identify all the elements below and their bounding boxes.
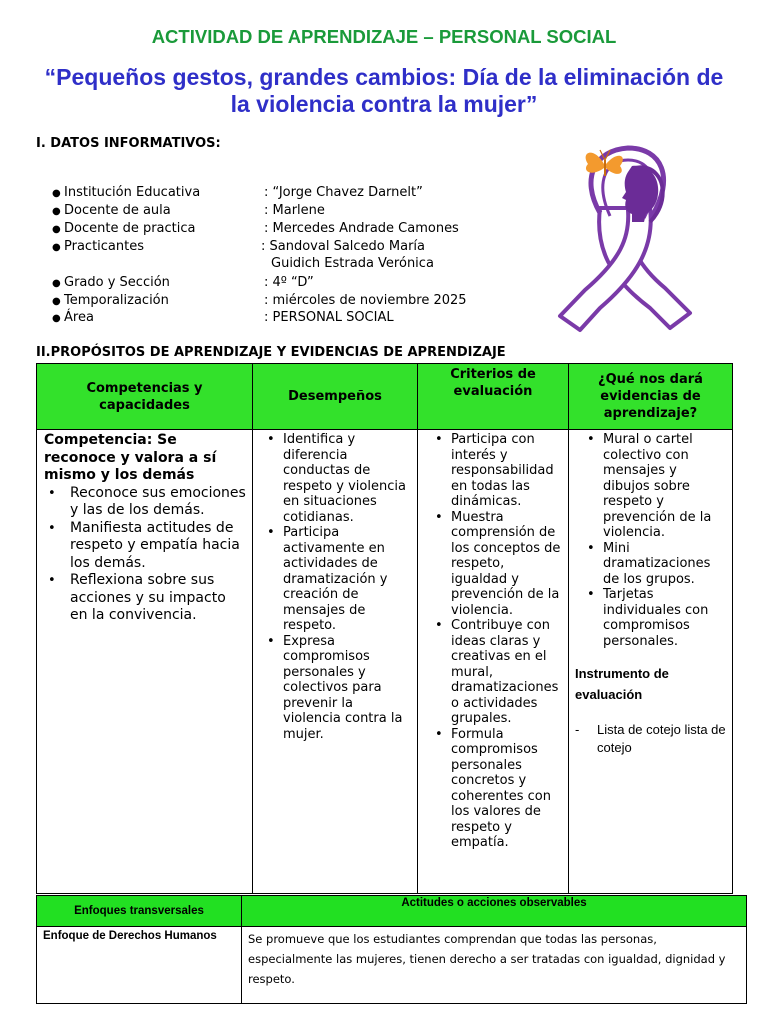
instrumento-text: Lista de cotejo lista de cotejo	[597, 722, 726, 755]
section-heading-propositos: II.PROPÓSITOS DE APRENDIZAJE Y EVIDENCIAS DE APRENDIZAJE	[36, 345, 506, 360]
instrumento-item	[575, 721, 726, 757]
info-value-institucion: : “Jorge Chavez Darnelt”	[264, 185, 423, 200]
competencia-text: Competencia: Se reconoce y valora a sí mismo y los demás	[44, 432, 217, 483]
info-row-docente-practica: ● Docente de practica	[52, 221, 196, 236]
info-value-practicantes: : Sandoval Salcedo María	[261, 239, 425, 254]
list-item: • Identifica y diferencia conductas de respeto y violencia en situaciones cotidianas.	[283, 432, 411, 525]
list-item: • Reflexiona sobre sus acciones y su impacto en la convivencia.	[70, 572, 246, 625]
info-value-docente-practica: : Mercedes Andrade Camones	[264, 221, 459, 236]
header-desempenos: Desempeños	[253, 364, 418, 430]
header-actitudes: Actitudes o acciones observables	[242, 896, 747, 927]
purple-awareness-ribbon-icon	[540, 138, 710, 338]
info-row-area: ● Área	[52, 310, 94, 325]
info-row-institucion: ● Institución Educativa	[52, 185, 201, 200]
info-value-grado: : 4º “D”	[264, 275, 314, 290]
info-value-docente-aula: : Marlene	[264, 203, 325, 218]
info-value-area: : PERSONAL SOCIAL	[264, 310, 394, 325]
table-header-row	[37, 364, 733, 430]
enfoque-name: Enfoque de Derechos Humanos	[37, 927, 242, 1004]
header-evidencias: ¿Qué nos dará evidencias de aprendizaje?	[569, 364, 733, 430]
list-item: • Mural o cartel colectivo con mensajes y dibujos sobre respeto y prevención de la violencia.	[603, 432, 726, 541]
cell-criterios	[418, 430, 569, 894]
info-value-temporalizacion: : miércoles de noviembre 2025	[264, 293, 467, 308]
list-item: • Participa con interés y responsabilidad en todas las dinámicas.	[451, 432, 562, 510]
enfoques-table	[36, 895, 747, 1004]
info-row-practicantes: ● Practicantes	[52, 239, 144, 254]
instrumento-title: Instrumento de evaluación	[575, 666, 669, 702]
enfoque-description: Se promueve que los estudiantes comprendan que todas las personas, especialmente las mujeres, tienen derecho a ser tratadas con igualdad, dignidad y respeto.	[242, 927, 747, 1004]
list-item: • Muestra comprensión de los conceptos de respeto, igualdad y prevención de la violencia.	[451, 510, 562, 619]
cell-evidencias	[569, 430, 733, 894]
page-title: ACTIVIDAD DE APRENDIZAJE – PERSONAL SOCIAL	[151, 26, 617, 47]
cell-competencias	[37, 430, 253, 894]
list-item: • Tarjetas individuales con compromisos personales.	[603, 587, 726, 649]
info-row-docente-aula: ● Docente de aula	[52, 203, 171, 218]
header-criterios: Criterios de evaluación	[418, 364, 569, 430]
enfoques-header-row	[37, 896, 747, 927]
cell-desempenos	[253, 430, 418, 894]
table-row	[37, 927, 747, 1004]
table-row	[37, 430, 733, 894]
header-enfoques: Enfoques transversales	[37, 896, 242, 927]
list-item: • Contribuye con ideas claras y creativas en el mural, dramatizaciones o actividades grupales.	[451, 618, 562, 727]
list-item: • Participa activamente en actividades de dramatización y creación de mensajes de respeto.	[283, 525, 411, 634]
info-row-temporalizacion: ● Temporalización	[52, 293, 169, 308]
header-competencias: Competencias y capacidades	[37, 364, 253, 430]
section-heading-datos: I. DATOS INFORMATIVOS:	[36, 136, 221, 151]
list-item: • Manifiesta actitudes de respeto y empatía hacia los demás.	[70, 520, 246, 573]
info-value-practicantes-2: Guidich Estrada Verónica	[271, 256, 434, 271]
list-item: • Formula compromisos personales concretos y coherentes con los valores de respeto y empatía.	[451, 727, 562, 851]
list-item: • Mini dramatizaciones de los grupos.	[603, 541, 726, 588]
list-item: • Reconoce sus emociones y las de los demás.	[70, 485, 246, 520]
instrumento-dash: -	[575, 722, 580, 737]
learning-purposes-table	[36, 363, 733, 894]
info-row-grado: ● Grado y Sección	[52, 275, 170, 290]
activity-subtitle: “Pequeños gestos, grandes cambios: Día de la eliminación de la violencia contra la mujer”	[44, 64, 724, 117]
list-item: • Expresa compromisos personales y colectivos para prevenir la violencia contra la mujer.	[283, 634, 411, 743]
